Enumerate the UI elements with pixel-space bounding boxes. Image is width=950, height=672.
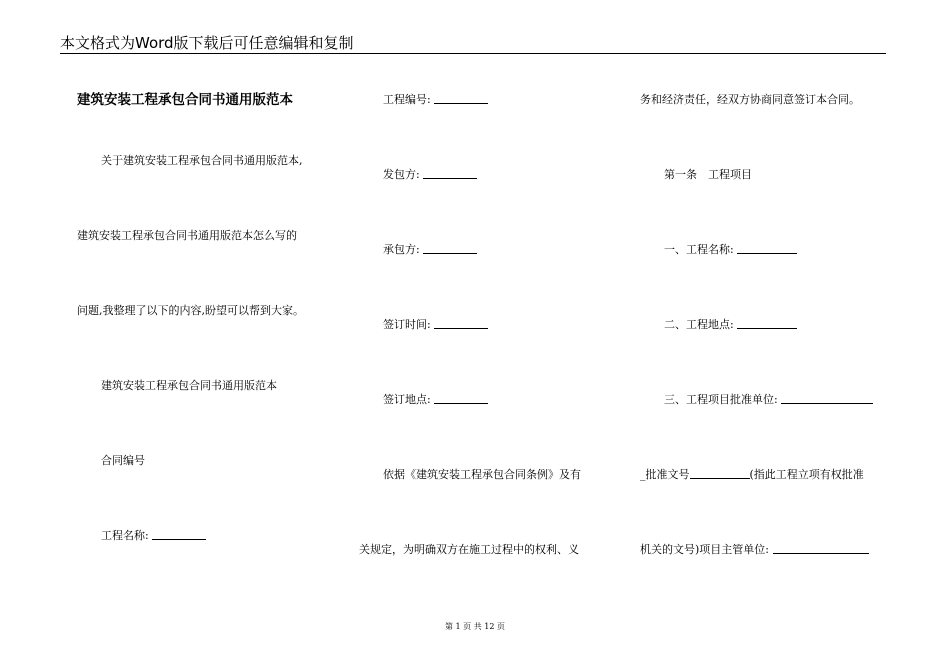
article-1-heading: 第一条 工程项目 — [664, 168, 752, 181]
item-project-location-field — [664, 318, 797, 332]
contractor-label: 承包方: — [383, 243, 420, 256]
sign-time-blank — [434, 318, 488, 329]
contract-number-label: 合同编号 — [101, 454, 145, 467]
approval-note: (指此工程立项有权批准 — [749, 468, 864, 481]
authority-label: 机关的文号)项目主管单位: — [640, 543, 769, 556]
project-name-blank — [152, 529, 206, 540]
intro-line-3: 问题,我整理了以下的内容,盼望可以帮到大家。 — [77, 304, 304, 317]
header-divider — [60, 53, 886, 54]
sign-place-blank — [434, 393, 488, 404]
sign-time-label: 签订时间: — [383, 318, 431, 331]
sign-time-field — [383, 318, 488, 332]
intro-line-1: 关于建筑安装工程承包合同书通用版范本, — [101, 154, 303, 167]
approval-number-field — [640, 468, 864, 482]
sign-place-label: 签订地点: — [383, 393, 431, 406]
project-number-label: 工程编号: — [383, 93, 431, 106]
project-number-field — [383, 93, 488, 107]
item-approval-unit-label: 三、工程项目批准单位: — [664, 393, 778, 406]
item-project-location-blank — [737, 318, 797, 329]
item-approval-unit-blank — [781, 393, 873, 404]
basis-line-2: 关规定，为明确双方在施工过程中的权利、义 — [359, 543, 579, 556]
item-project-name-field — [664, 243, 797, 257]
basis-line-1: 依据《建筑安装工程承包合同条例》及有 — [383, 468, 581, 481]
item-project-name-label: 一、工程名称: — [664, 243, 734, 256]
employer-label: 发包方: — [383, 168, 420, 181]
approval-number-label: _批准文号 — [640, 468, 690, 481]
contractor-field — [383, 243, 477, 257]
item-approval-unit-field — [664, 393, 873, 407]
contractor-blank — [423, 243, 477, 254]
project-name-field — [101, 529, 206, 543]
page-footer: 第 1 页 共 12 页 — [445, 622, 505, 631]
basis-line-3: 务和经济责任，经双方协商同意签订本合同。 — [640, 93, 860, 106]
intro-line-2: 建筑安装工程承包合同书通用版范本怎么写的 — [77, 229, 297, 242]
employer-field — [383, 168, 477, 182]
project-number-blank — [434, 93, 488, 104]
document-title: 建筑安装工程承包合同书通用版范本 — [77, 92, 293, 108]
project-name-label: 工程名称: — [101, 529, 149, 542]
sign-place-field — [383, 393, 488, 407]
authority-field — [640, 543, 869, 557]
contract-subtitle: 建筑安装工程承包合同书通用版范本 — [101, 379, 277, 392]
item-project-location-label: 二、工程地点: — [664, 318, 734, 331]
employer-blank — [423, 168, 477, 179]
item-project-name-blank — [737, 243, 797, 254]
approval-number-blank — [690, 468, 750, 479]
authority-blank — [773, 543, 869, 554]
header-title: 本文格式为Word版下载后可任意编辑和复制 — [60, 34, 354, 52]
